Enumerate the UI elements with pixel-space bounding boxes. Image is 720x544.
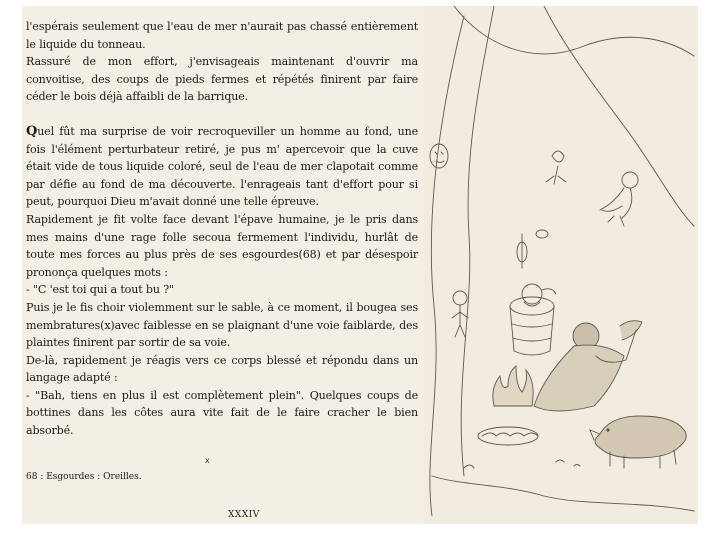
- trunk-line-inner: [461, 6, 494, 476]
- main-text: [26, 18, 418, 440]
- hanging-face-icon: [430, 144, 448, 168]
- page-number: XXXIV: [228, 510, 260, 520]
- diagonal-curve: [544, 6, 694, 226]
- dialogue-1: - "C 'est toi qui a tout bu ?": [26, 283, 174, 297]
- paragraph-3: [26, 123, 418, 211]
- section-marker: x: [205, 456, 210, 465]
- book-page: [22, 6, 698, 524]
- footnote: 68 : Esgourdes : Oreilles.: [26, 472, 142, 482]
- paragraph-4: Rapidement je fit volte face devant l'épave humaine, je le pris dans mes mains d'une rage folle secoua fermement l'individu, hurlât de toute mes forces au plus près de ses esgourdes(68) et par désespoir prononça quelques mots :: [26, 212, 418, 279]
- barrel-body-icon: [510, 306, 554, 355]
- fire-icon: [493, 366, 533, 406]
- child-head-icon: [622, 172, 638, 188]
- paragraph-6: De-là, rapidement je réagis vers ce corps blessé et répondu dans un langage adapté :: [26, 353, 418, 385]
- paragraph-3-text: uel fût ma surprise de voir recroqueviller un homme au fond, une fois l'élément perturbateur retiré, je pus m' apercevoir que la cuve était vide de tous liquide coloré, seul de l'eau de mer clapotait comme par défie au fond de ma découverte. l'enrageais tant d'effort pour si peut, pourquoi Dieu m'avait donné une telle épreuve.: [26, 124, 418, 209]
- pig-icon: [595, 416, 686, 458]
- top-curve: [454, 6, 694, 56]
- paragraph-2: Rassuré de mon effort, j'envisageais maintenant d'ouvrir ma convoitise, des coups de pieds fermes et répétés finirent par faire céder le bois déjà affaibli de la barrique.: [26, 55, 418, 104]
- paragraph-1: l'espérais seulement que l'eau de mer n'aurait pas chassé entièrement le liquide du tonneau.: [26, 20, 418, 51]
- paragraph-5: Puis je le fis choir violemment sur le sable, à ce moment, il bougea ses membratures(x)avec faiblesse en se plaignant d'une voie faiblarde, des plaintes finirent par sortir de sa voie.: [26, 300, 418, 350]
- trunk-line-left: [430, 16, 464, 516]
- drop-cap: Q: [26, 123, 38, 139]
- dialogue-2: - "Bah, tiens en plus il est complètement plein". Quelques coups de bottines dans les côtes aura vite fait de le faire cracher le bien absorbé.: [26, 388, 418, 438]
- man-in-barrel-head-icon: [522, 284, 542, 304]
- ground-line: [432, 476, 694, 511]
- sketch-illustration: [424, 6, 698, 524]
